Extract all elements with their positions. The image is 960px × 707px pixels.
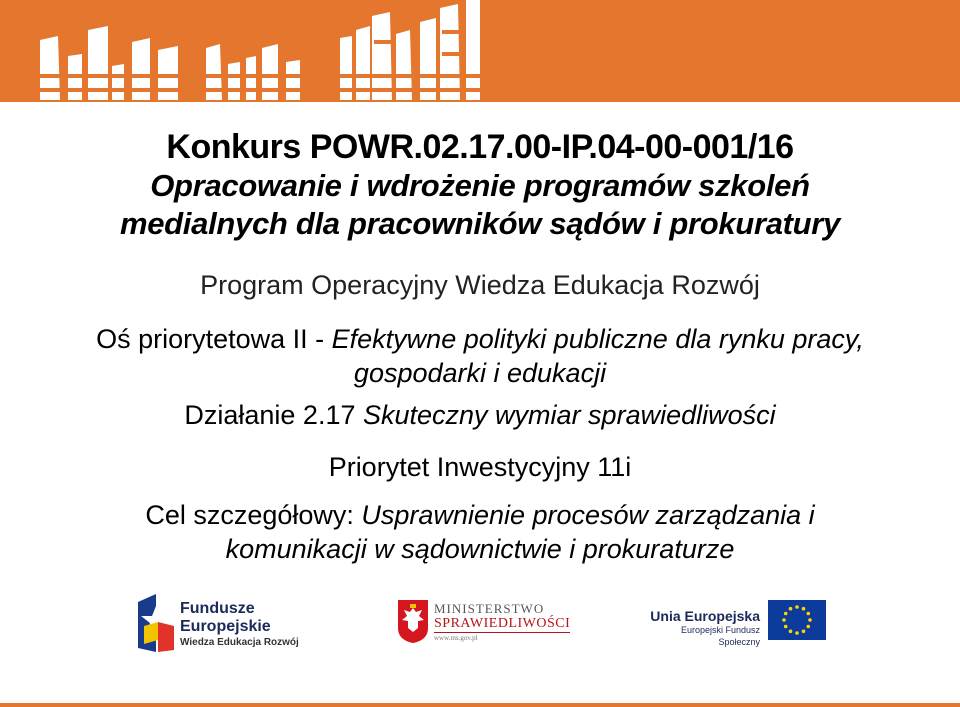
priority-axis-text-1: Efektywne polityki publiczne dla rynku pracy,: [331, 324, 864, 354]
priority-axis-label: Oś priorytetowa II -: [96, 324, 332, 354]
priority-axis: [30, 322, 930, 390]
action-text: Skuteczny wymiar sprawiedliwości: [363, 400, 776, 430]
unia-europejska-logo: [642, 600, 832, 648]
investment-priority: Priorytet Inwestycyjny 11i: [328, 452, 632, 482]
fundusze-europejskie-logo: [136, 592, 306, 658]
eu-flag-icon: [768, 600, 826, 640]
ue-line-1: Unia Europejska: [650, 608, 760, 624]
logo-bar: [0, 592, 960, 662]
fe-line-2: Europejskie: [180, 618, 271, 635]
ms-line-3: www.ms.gov.pl: [434, 634, 478, 642]
fe-star-icon: [136, 592, 176, 654]
ue-line-2: Europejski Fundusz Społeczny: [680, 625, 760, 647]
objective-label: Cel szczegółowy:: [145, 500, 362, 530]
ms-line-1: MINISTERSTWO: [434, 601, 545, 616]
ms-line-2: SPRAWIEDLIWOŚCI: [434, 616, 571, 631]
objective-text-1: Usprawnienie procesów zarządzania i: [361, 500, 815, 530]
header-banner: [0, 0, 960, 102]
objective-text-2: komunikacji w sądownictwie i prokuraturze: [225, 534, 735, 564]
fe-line-1: Fundusze: [180, 600, 255, 617]
action-line: [30, 398, 930, 432]
action-label: Działanie 2.17: [184, 400, 363, 430]
polish-eagle-emblem-icon: [396, 598, 430, 644]
title-subject-line-1: Opracowanie i wdrożenie programów szkoleń: [150, 168, 810, 203]
skyline-decoration: [0, 0, 960, 102]
title-competition: Konkurs POWR.02.17.00-IP.04-00-001/16: [166, 128, 794, 166]
fe-line-3: Wiedza Edukacja Rozwój: [180, 637, 299, 648]
footer-accent-line: [0, 703, 960, 707]
specific-objective: [30, 498, 930, 566]
ministerstwo-sprawiedliwosci-logo: [396, 598, 571, 656]
title-block: [40, 128, 920, 243]
priority-axis-text-2: gospodarki i edukacji: [353, 358, 607, 388]
program-name: Program Operacyjny Wiedza Edukacja Rozwój: [200, 270, 760, 300]
title-subject-line-2: medialnych dla pracowników sądów i prokuratury: [119, 206, 841, 241]
